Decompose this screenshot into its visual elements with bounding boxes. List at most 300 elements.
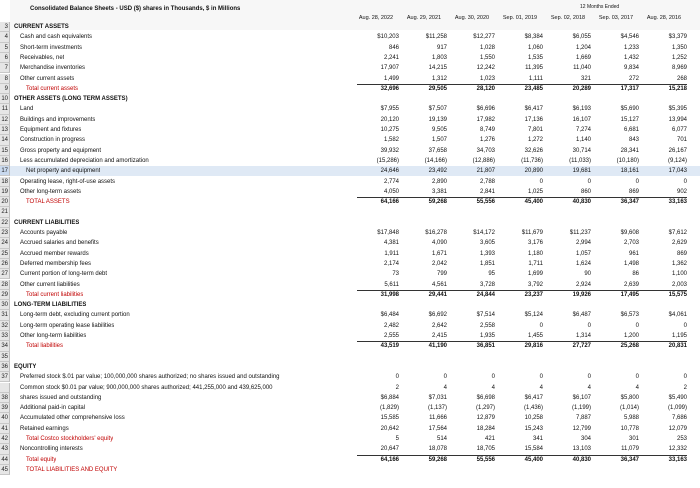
table-cell[interactable]: $6,417 [524, 106, 543, 113]
table-cell[interactable]: $7,031 [428, 394, 447, 401]
table-cell[interactable]: 25,268 [620, 343, 639, 350]
table-cell[interactable]: 0 [683, 322, 687, 329]
table-cell[interactable]: 17,043 [668, 168, 687, 175]
row-label[interactable]: EQUITY [14, 363, 37, 370]
table-cell[interactable]: 12,799 [572, 425, 591, 432]
table-cell[interactable]: $16,278 [425, 230, 447, 236]
table-cell[interactable]: 11,666 [429, 415, 447, 422]
table-cell[interactable]: 0 [587, 322, 591, 329]
table-cell[interactable]: 10,258 [524, 415, 543, 422]
table-cell[interactable]: $6,698 [476, 394, 495, 401]
table-cell[interactable]: 1,507 [431, 137, 447, 144]
table-cell[interactable]: 1,432 [623, 54, 639, 61]
row-label[interactable]: Equipment and fixtures [20, 127, 82, 133]
table-cell[interactable]: 16,107 [572, 116, 591, 123]
table-cell[interactable]: 1,699 [527, 271, 543, 278]
table-cell[interactable]: 14,215 [428, 65, 447, 72]
table-cell[interactable]: 1,276 [479, 137, 495, 144]
table-cell[interactable]: 1,233 [623, 44, 639, 51]
table-cell[interactable]: 253 [676, 436, 687, 442]
row-number[interactable]: 26 [0, 259, 10, 269]
row-label[interactable]: Total current assets [26, 85, 79, 92]
table-cell[interactable]: 4 [539, 384, 543, 391]
table-cell[interactable]: 268 [676, 75, 687, 82]
row-number[interactable]: 42 [0, 434, 10, 444]
row-number[interactable]: 29 [0, 290, 10, 300]
row-label[interactable]: Preferred stock $.01 par value; 100,000,000 shares authorized; no shares issued and outstanding [20, 374, 280, 381]
table-cell[interactable]: 2,890 [431, 178, 447, 185]
table-cell[interactable]: 1,200 [623, 333, 639, 339]
row-label[interactable]: Accrued member rewards [20, 250, 89, 257]
table-cell[interactable]: $5,124 [524, 312, 543, 319]
table-cell[interactable]: 27,727 [572, 343, 591, 350]
table-cell[interactable]: (9,124) [667, 157, 687, 164]
table-cell[interactable]: 29,505 [428, 85, 447, 92]
row-label[interactable]: Merchandise inventories [20, 65, 86, 72]
table-cell[interactable]: 3,792 [527, 281, 543, 288]
table-cell[interactable]: 73 [392, 271, 399, 278]
table-cell[interactable]: 90 [584, 271, 591, 278]
table-cell[interactable]: 17,564 [428, 425, 447, 432]
row-number[interactable]: 37 [0, 372, 10, 382]
table-cell[interactable]: 1,252 [671, 54, 687, 61]
table-cell[interactable]: 0 [587, 374, 591, 381]
table-cell[interactable]: 301 [628, 436, 639, 442]
row-number[interactable]: 11 [0, 104, 10, 114]
table-cell[interactable]: $4,546 [620, 34, 639, 41]
column-header[interactable]: Aug. 29, 2021 [406, 15, 442, 21]
table-cell[interactable]: 1,669 [575, 54, 591, 61]
table-cell[interactable]: 21,807 [476, 168, 495, 175]
table-cell[interactable]: 1,582 [383, 137, 399, 144]
table-cell[interactable]: 860 [580, 188, 591, 195]
table-cell[interactable]: 1,498 [623, 260, 639, 267]
row-label[interactable]: TOTAL LIABILITIES AND EQUITY [26, 466, 118, 473]
table-cell[interactable]: 36,851 [476, 343, 495, 350]
row-number[interactable]: 30 [0, 300, 10, 310]
table-cell[interactable]: $8,384 [524, 34, 543, 41]
table-cell[interactable]: 4,561 [431, 281, 447, 288]
row-number[interactable]: 43 [0, 444, 10, 454]
table-cell[interactable]: 13,994 [668, 116, 687, 123]
row-number[interactable]: 38 [0, 393, 10, 403]
table-cell[interactable]: 10,778 [620, 425, 639, 432]
table-cell[interactable]: 36,347 [620, 199, 639, 206]
table-cell[interactable]: $10,203 [377, 34, 399, 41]
table-cell[interactable]: 2,994 [575, 240, 591, 247]
table-cell[interactable]: (1,014) [619, 405, 639, 412]
table-cell[interactable]: 1,060 [527, 44, 543, 51]
table-cell[interactable]: 2,703 [623, 240, 639, 247]
row-label[interactable]: Gross property and equipment [20, 147, 102, 154]
table-cell[interactable]: 3,605 [479, 240, 495, 247]
table-cell[interactable]: 7,274 [575, 127, 591, 133]
table-cell[interactable]: 12,879 [476, 415, 495, 422]
row-label[interactable]: Other current liabilities [20, 281, 80, 288]
table-cell[interactable]: (1,137) [427, 405, 447, 412]
row-number[interactable]: 21 [0, 207, 10, 217]
row-number[interactable]: 33 [0, 331, 10, 341]
table-cell[interactable]: 1,803 [431, 54, 447, 61]
table-cell[interactable]: 86 [632, 271, 639, 278]
table-cell[interactable]: 1,624 [575, 260, 591, 267]
column-header[interactable]: Sep. 03, 2017 [598, 15, 634, 21]
table-cell[interactable]: $6,884 [380, 394, 399, 401]
table-cell[interactable]: $6,692 [428, 312, 447, 319]
row-number[interactable]: 20 [0, 197, 10, 207]
row-label[interactable]: CURRENT ASSETS [14, 24, 69, 30]
table-cell[interactable]: (10,180) [616, 157, 639, 164]
table-cell[interactable]: (1,297) [475, 405, 495, 412]
row-label[interactable]: Other long-term liabilities [20, 333, 87, 339]
table-cell[interactable]: 2 [683, 384, 687, 391]
table-cell[interactable]: 4,050 [383, 188, 399, 195]
table-cell[interactable]: 1,362 [671, 260, 687, 267]
table-cell[interactable]: 9,834 [623, 65, 639, 72]
row-number[interactable]: 41 [0, 424, 10, 434]
table-cell[interactable]: 59,268 [428, 199, 447, 206]
row-label[interactable]: Long-term debt, excluding current portion [20, 312, 130, 319]
row-number[interactable]: 8 [0, 74, 10, 84]
table-cell[interactable]: 2,003 [671, 281, 687, 288]
table-cell[interactable]: 18,078 [428, 446, 447, 453]
row-label[interactable]: Total Costco stockholders' equity [26, 436, 114, 442]
table-cell[interactable]: 23,492 [428, 168, 447, 175]
column-header[interactable]: Aug. 28, 2022 [358, 15, 394, 21]
table-cell[interactable]: $7,514 [476, 312, 495, 319]
row-label[interactable]: Short-term investments [20, 44, 83, 51]
row-label[interactable]: Total liabilities [26, 343, 64, 350]
table-cell[interactable]: 7,801 [527, 127, 543, 133]
table-cell[interactable]: 961 [628, 250, 639, 257]
table-cell[interactable]: 19,681 [572, 168, 591, 175]
row-label[interactable]: Additional paid-in capital [20, 405, 86, 412]
table-cell[interactable]: 15,584 [524, 446, 543, 453]
table-cell[interactable]: 24,646 [380, 168, 399, 175]
table-cell[interactable]: 33,163 [668, 456, 687, 463]
table-cell[interactable]: 4 [491, 384, 495, 391]
table-cell[interactable]: 64,166 [380, 456, 399, 463]
table-cell[interactable]: 1,272 [527, 137, 543, 144]
table-cell[interactable]: $7,612 [668, 230, 687, 236]
table-cell[interactable]: 421 [484, 436, 495, 442]
table-cell[interactable]: 0 [635, 322, 639, 329]
table-cell[interactable]: (11,033) [569, 157, 591, 164]
row-label[interactable]: Buildings and improvements [20, 116, 96, 123]
table-cell[interactable]: 4,090 [431, 240, 447, 247]
table-cell[interactable]: 20,289 [572, 85, 591, 92]
table-cell[interactable]: (15,286) [376, 157, 399, 164]
table-cell[interactable]: 0 [395, 374, 399, 381]
table-cell[interactable]: 0 [683, 374, 687, 381]
table-cell[interactable]: 3,176 [527, 240, 543, 247]
table-cell[interactable]: 18,161 [620, 168, 639, 175]
row-number[interactable]: 13 [0, 125, 10, 135]
table-cell[interactable]: 15,127 [620, 116, 639, 123]
table-cell[interactable]: 1,711 [528, 260, 543, 267]
table-cell[interactable]: $11,258 [425, 34, 447, 41]
row-label[interactable]: Construction in progress [20, 137, 86, 144]
table-cell[interactable]: 20,647 [380, 446, 399, 453]
table-cell[interactable]: 17,982 [476, 116, 495, 123]
table-cell[interactable]: 6,681 [623, 127, 639, 133]
row-label[interactable]: OTHER ASSETS (LONG TERM ASSETS) [14, 96, 128, 103]
row-number[interactable]: 25 [0, 249, 10, 259]
table-cell[interactable]: (12,886) [472, 157, 495, 164]
table-cell[interactable]: 10,275 [380, 127, 399, 133]
row-number[interactable]: 34 [0, 341, 10, 351]
table-cell[interactable]: 341 [532, 436, 543, 442]
table-cell[interactable]: 28,341 [620, 147, 639, 154]
table-cell[interactable]: 6,077 [671, 127, 687, 133]
row-number[interactable]: 7 [0, 63, 10, 73]
table-cell[interactable]: $3,379 [668, 34, 687, 41]
table-cell[interactable]: 19,926 [572, 291, 591, 298]
table-cell[interactable]: 1,111 [528, 75, 543, 82]
table-cell[interactable]: 5 [395, 436, 399, 442]
column-header[interactable]: Sep. 01, 2019 [502, 15, 538, 21]
table-cell[interactable]: (14,166) [424, 157, 447, 164]
table-cell[interactable]: 24,844 [476, 291, 495, 298]
row-number[interactable]: 24 [0, 238, 10, 248]
table-cell[interactable]: 1,393 [479, 250, 495, 257]
table-cell[interactable]: 846 [388, 44, 399, 51]
table-cell[interactable]: 2,042 [431, 260, 447, 267]
table-cell[interactable]: 36,347 [620, 456, 639, 463]
table-cell[interactable]: 15,585 [380, 415, 399, 422]
table-cell[interactable]: 29,441 [428, 291, 447, 298]
table-cell[interactable]: 64,166 [380, 199, 399, 206]
row-label[interactable]: Common stock $0.01 par value; 900,000,000 shares authorized; 441,255,000 and 439,625,000 [20, 384, 273, 391]
table-cell[interactable]: 2,774 [383, 178, 399, 185]
table-cell[interactable]: 1,550 [479, 54, 495, 61]
table-cell[interactable]: 34,703 [476, 147, 495, 154]
table-cell[interactable]: 45,400 [524, 199, 543, 206]
row-label[interactable]: Noncontrolling interests [20, 446, 83, 453]
table-cell[interactable]: $11,679 [521, 230, 543, 236]
row-label[interactable]: TOTAL ASSETS [26, 199, 70, 206]
table-cell[interactable]: 30,714 [572, 147, 591, 154]
table-cell[interactable]: 15,575 [668, 291, 687, 298]
table-cell[interactable]: $11,237 [569, 230, 591, 236]
table-cell[interactable]: 0 [539, 374, 543, 381]
table-cell[interactable]: 869 [628, 188, 639, 195]
row-label[interactable]: Accounts payable [20, 230, 68, 236]
table-cell[interactable]: 1,314 [575, 333, 591, 339]
table-cell[interactable]: 701 [676, 137, 687, 144]
table-cell[interactable]: 843 [628, 137, 639, 144]
row-label[interactable]: Operating lease, right-of-use assets [20, 178, 116, 185]
table-cell[interactable]: 32,696 [380, 85, 399, 92]
table-cell[interactable]: 0 [587, 178, 591, 185]
row-label[interactable]: Cash and cash equivalents [20, 34, 93, 41]
table-cell[interactable]: 2,924 [575, 281, 591, 288]
table-cell[interactable]: 11,079 [621, 446, 639, 453]
table-cell[interactable]: 3,728 [479, 281, 495, 288]
table-cell[interactable]: $12,277 [473, 34, 495, 41]
row-label[interactable]: Retained earnings [20, 425, 69, 432]
table-cell[interactable]: 7,887 [575, 415, 591, 422]
table-cell[interactable]: 2 [395, 384, 399, 391]
row-number[interactable]: 39 [0, 403, 10, 413]
table-cell[interactable]: 4 [635, 384, 639, 391]
table-cell[interactable]: 59,268 [428, 456, 447, 463]
table-cell[interactable]: 2,642 [431, 322, 447, 329]
row-number[interactable]: 19 [0, 187, 10, 197]
table-cell[interactable]: 17,907 [380, 65, 399, 72]
table-cell[interactable]: 2,482 [383, 322, 399, 329]
table-cell[interactable]: $5,690 [620, 106, 639, 113]
table-cell[interactable]: $9,608 [620, 230, 639, 236]
column-header[interactable]: Sep. 02, 2018 [550, 15, 586, 21]
table-cell[interactable]: 28,120 [476, 85, 495, 92]
table-cell[interactable]: 37,658 [428, 147, 447, 154]
table-cell[interactable]: 1,140 [575, 137, 591, 144]
row-number[interactable]: 15 [0, 146, 10, 156]
row-label[interactable]: Deferred membership fees [20, 260, 92, 267]
table-cell[interactable]: 1,851 [479, 260, 495, 267]
row-number[interactable]: 10 [0, 94, 10, 104]
table-cell[interactable]: $5,490 [668, 394, 687, 401]
table-cell[interactable]: 32,626 [524, 147, 543, 154]
table-cell[interactable]: 321 [580, 75, 591, 82]
table-cell[interactable]: $17,848 [377, 230, 399, 236]
table-cell[interactable]: 11,040 [573, 65, 591, 72]
table-cell[interactable]: 40,830 [572, 199, 591, 206]
row-number[interactable]: 14 [0, 135, 10, 145]
table-cell[interactable]: 5,611 [384, 281, 399, 288]
row-label[interactable]: Total current liabilities [26, 291, 84, 298]
table-cell[interactable]: 0 [635, 374, 639, 381]
table-cell[interactable]: 12,079 [668, 425, 687, 432]
row-label[interactable]: CURRENT LIABILITIES [14, 219, 80, 226]
table-cell[interactable]: 0 [539, 178, 543, 185]
table-cell[interactable]: (1,829) [379, 405, 399, 412]
table-cell[interactable]: 12,332 [668, 446, 687, 453]
row-number[interactable]: 27 [0, 269, 10, 279]
table-cell[interactable]: 20,890 [524, 168, 543, 175]
table-cell[interactable]: 41,190 [428, 343, 447, 350]
row-number[interactable]: 28 [0, 280, 10, 290]
row-number[interactable]: 31 [0, 310, 10, 320]
table-cell[interactable]: 2,841 [479, 188, 495, 195]
table-cell[interactable]: 20,642 [380, 425, 399, 432]
row-number[interactable]: 40 [0, 413, 10, 423]
table-cell[interactable]: 272 [628, 75, 639, 82]
table-cell[interactable]: $6,107 [572, 394, 591, 401]
table-cell[interactable]: 514 [436, 436, 447, 442]
table-cell[interactable]: 9,505 [431, 127, 447, 133]
table-cell[interactable]: 23,485 [524, 85, 543, 92]
table-cell[interactable]: 7,686 [671, 415, 687, 422]
table-cell[interactable]: 33,163 [668, 199, 687, 206]
table-cell[interactable]: 3,381 [431, 188, 447, 195]
row-label[interactable]: Accumulated other comprehensive loss [20, 415, 125, 422]
table-cell[interactable]: 8,969 [671, 65, 687, 72]
row-number[interactable]: 32 [0, 321, 10, 331]
row-number[interactable]: 17 [0, 166, 10, 176]
table-cell[interactable]: 2,558 [479, 322, 495, 329]
table-cell[interactable]: 2,174 [383, 260, 399, 267]
row-number[interactable]: 36 [0, 362, 10, 372]
row-label[interactable]: shares issued and outstanding [20, 394, 102, 401]
table-cell[interactable]: 19,139 [428, 116, 447, 123]
table-cell[interactable]: 799 [436, 271, 447, 278]
row-label[interactable]: Current portion of long-term debt [20, 271, 108, 278]
table-cell[interactable]: 1,204 [575, 44, 591, 51]
table-cell[interactable]: 2,241 [383, 54, 399, 61]
table-cell[interactable]: 2,629 [671, 240, 687, 247]
row-label[interactable]: LONG-TERM LIABILITIES [14, 302, 87, 309]
row-label[interactable]: Other long-term assets [20, 188, 82, 195]
table-cell[interactable]: 13,103 [572, 446, 591, 453]
table-cell[interactable]: 0 [539, 322, 543, 329]
table-cell[interactable]: 1,455 [527, 333, 543, 339]
table-cell[interactable]: $7,507 [428, 106, 447, 113]
table-cell[interactable]: 18,284 [476, 425, 495, 432]
row-number[interactable]: 35 [0, 352, 10, 362]
row-number[interactable]: 23 [0, 228, 10, 238]
table-cell[interactable]: 1,023 [479, 75, 495, 82]
row-label[interactable]: Accrued salaries and benefits [20, 240, 99, 247]
table-cell[interactable]: (11,736) [521, 157, 543, 164]
table-cell[interactable]: 5,988 [623, 415, 639, 422]
table-cell[interactable]: 1,911 [384, 250, 399, 257]
table-cell[interactable]: 43,519 [380, 343, 399, 350]
row-label[interactable]: Less accumulated depreciation and amortization [20, 157, 149, 164]
table-cell[interactable]: $6,055 [572, 34, 591, 41]
table-cell[interactable]: 2,415 [431, 333, 447, 339]
table-cell[interactable]: 304 [580, 436, 591, 442]
table-cell[interactable]: $6,484 [380, 312, 399, 319]
table-cell[interactable]: 1,499 [383, 75, 399, 82]
table-cell[interactable]: $5,800 [620, 394, 639, 401]
table-cell[interactable]: 11,395 [525, 65, 543, 72]
table-cell[interactable]: 45,400 [524, 456, 543, 463]
row-number[interactable]: 4 [0, 32, 10, 42]
row-label[interactable]: Net property and equipment [26, 168, 101, 175]
table-cell[interactable]: 18,705 [476, 446, 495, 453]
table-cell[interactable]: 55,556 [476, 456, 495, 463]
row-label[interactable]: Other current assets [20, 75, 75, 82]
table-cell[interactable]: 1,350 [671, 44, 687, 51]
table-cell[interactable]: (1,099) [667, 405, 687, 412]
table-cell[interactable]: 1,671 [431, 250, 447, 257]
table-cell[interactable]: $6,487 [572, 312, 591, 319]
table-cell[interactable]: $4,061 [668, 312, 687, 319]
table-cell[interactable]: 902 [676, 188, 687, 195]
table-cell[interactable]: 39,932 [380, 147, 399, 154]
table-cell[interactable]: 2,788 [479, 178, 495, 185]
table-cell[interactable]: 1,028 [479, 44, 495, 51]
row-number[interactable]: 44 [0, 455, 10, 465]
table-cell[interactable]: 2,639 [623, 281, 639, 288]
table-cell[interactable]: 26,167 [668, 147, 687, 154]
table-cell[interactable]: $6,193 [572, 106, 591, 113]
table-cell[interactable]: $6,417 [524, 394, 543, 401]
table-cell[interactable]: 1,195 [671, 333, 687, 339]
table-cell[interactable]: 17,136 [524, 116, 543, 123]
table-cell[interactable]: 20,831 [668, 343, 687, 350]
table-cell[interactable]: (1,436) [523, 405, 543, 412]
table-cell[interactable]: 29,816 [524, 343, 543, 350]
table-cell[interactable]: 1,935 [479, 333, 495, 339]
table-cell[interactable]: 15,218 [668, 85, 687, 92]
table-cell[interactable]: 1,025 [527, 188, 543, 195]
row-label[interactable]: Long-term operating lease liabilities [20, 322, 115, 329]
table-cell[interactable]: 8,749 [479, 127, 495, 133]
table-cell[interactable]: 20,120 [380, 116, 399, 123]
